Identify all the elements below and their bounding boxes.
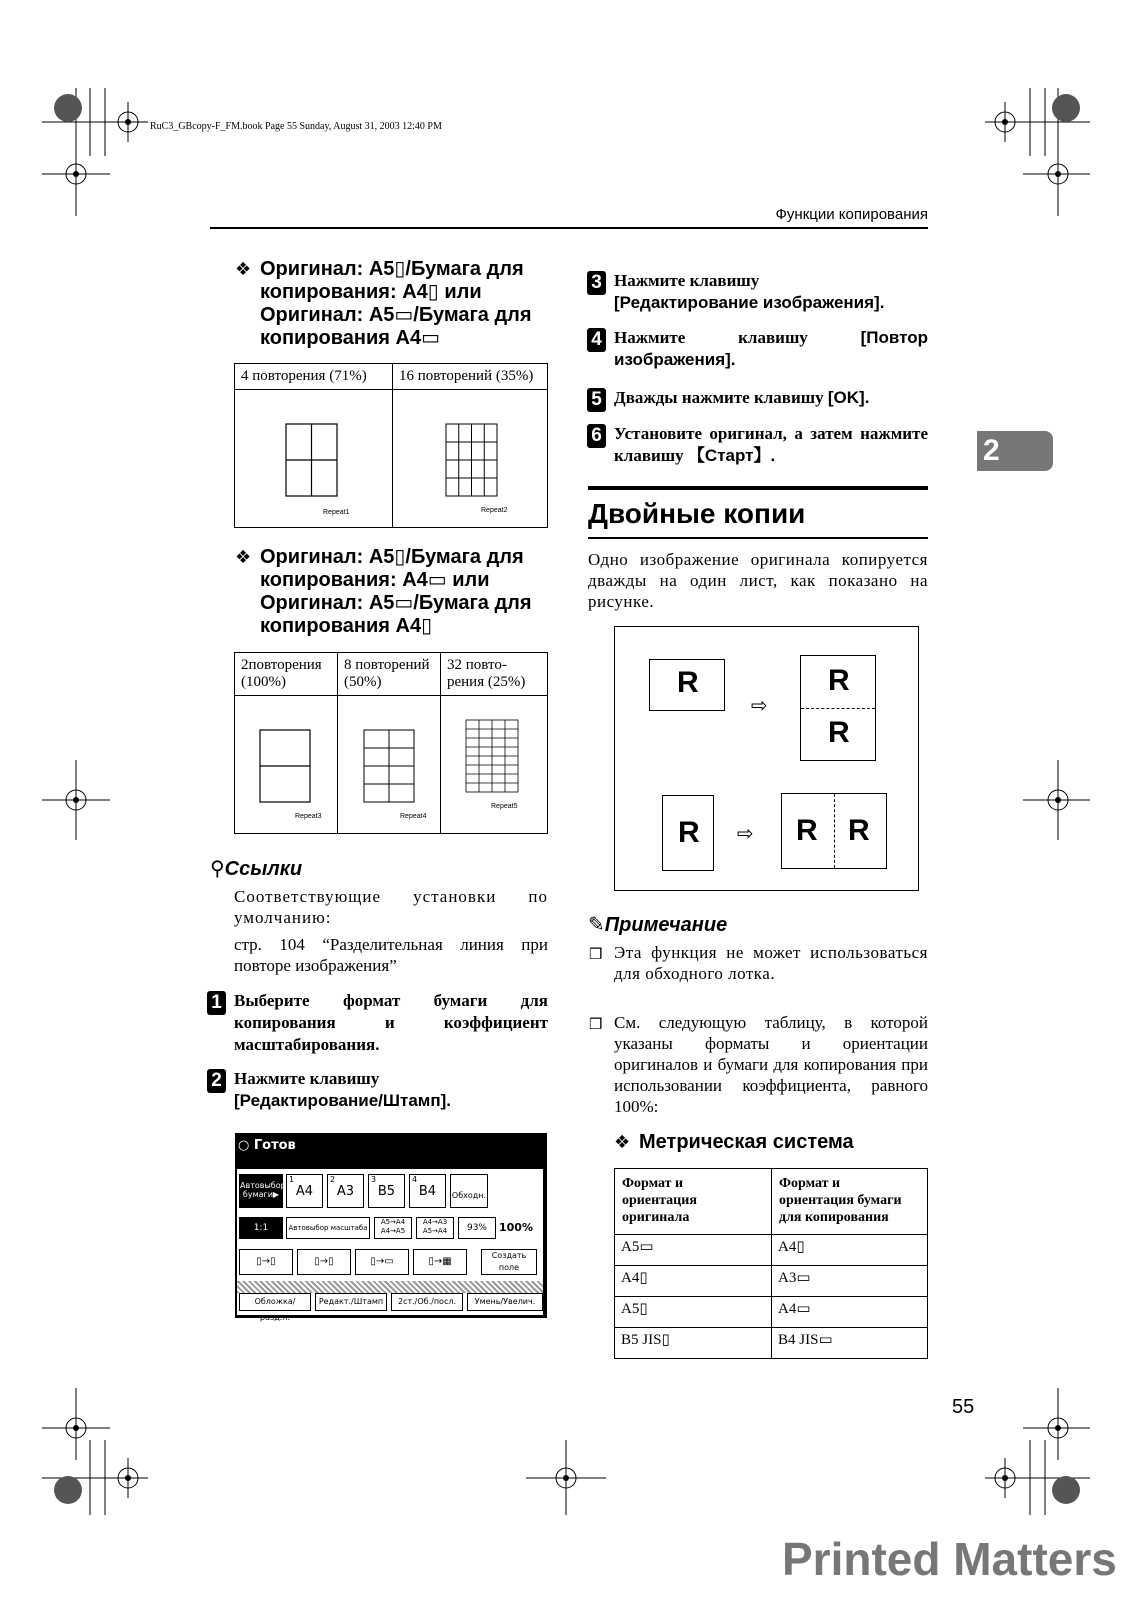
tab-cover-slip[interactable]: Обложка/разд.л. xyxy=(239,1293,311,1311)
step-number-2: 2 xyxy=(207,1069,226,1093)
key-start: 【Старт】. xyxy=(687,446,776,465)
section-text: Одно изображение оригинала копируется дважды на один лист, как показано на рисунке. xyxy=(588,550,928,611)
portrait-icon: ▯ xyxy=(796,1239,805,1255)
table-cell: A4▭ xyxy=(772,1297,928,1328)
portrait-icon: ▯ xyxy=(661,1332,670,1348)
diamond-bullet-icon: ❖ xyxy=(235,259,252,279)
step-6: 6 Установите оригинал, а затем нажмите клавишу 【Старт】. xyxy=(614,423,928,467)
note-title: ✎Примечание xyxy=(588,914,728,936)
step-number-4: 4 xyxy=(587,328,606,352)
note-item-1: ❒ Эта функция не может использоваться для обходного лотка. xyxy=(589,943,928,983)
step-5: 5 Дважды нажмите клавишу [OK]. xyxy=(614,387,928,409)
figure-caption: Repeat1 xyxy=(323,509,350,516)
table-header-cell: Формат и ориентация оригинала xyxy=(615,1169,772,1235)
landscape-icon: ▭ xyxy=(421,327,440,349)
table-cell: A4▯ xyxy=(615,1266,772,1297)
heading-original-a5-1: ❖ Оригинал: A5▯/Бумага для копирования: A4▯ или Оригинал: A5▭/Бумага для копирования A4▭ xyxy=(235,258,532,349)
tab-reduce-enlarge[interactable]: Умень/Увелич. xyxy=(467,1293,543,1311)
auto-paper-button[interactable]: Автовыбор бумаги▶ xyxy=(239,1174,283,1208)
portrait-icon: ▯ xyxy=(639,1301,648,1317)
landscape-icon: ▭ xyxy=(639,1239,654,1255)
figure-caption: Repeat2 xyxy=(481,507,508,514)
table-cell: A4▯ xyxy=(772,1235,928,1266)
table-cell: A5▯ xyxy=(615,1297,772,1328)
tab-edit-stamp[interactable]: Редакт./Штамп xyxy=(315,1293,387,1311)
repeat-mode-2-button[interactable]: ▯→▯ xyxy=(297,1249,351,1275)
full-size-button[interactable]: 1:1 xyxy=(239,1217,283,1239)
landscape-icon: ▭ xyxy=(394,592,414,614)
table-header-cell: Формат и ориентация бумаги для копирования xyxy=(772,1169,928,1235)
status-ring-icon: ○ xyxy=(238,1138,250,1153)
original-portrait: R xyxy=(662,795,714,871)
page-number: 55 xyxy=(952,1396,975,1418)
note-item-2: ❒ См. следующую таблицу, в которой указаны форматы и ориентации оригиналов и бумаги для копирования при использовании коэффициента, равного 100%: xyxy=(589,1013,928,1116)
metric-heading: ❖ Метрическая система xyxy=(614,1131,854,1153)
references-title: ⚲Ссылки xyxy=(210,858,303,880)
step-number-1: 1 xyxy=(207,991,226,1015)
section-rule-bottom xyxy=(588,537,928,539)
repeat-figure-32 xyxy=(441,696,548,834)
step-4: 4 Нажмите клавишу [Повтор изображения]. xyxy=(614,327,928,371)
portrait-icon: ▯ xyxy=(394,546,406,568)
step-1: 1 Выберите формат бумаги для копирования и коэффициент масштабирования. xyxy=(234,990,548,1056)
current-ratio: 100% xyxy=(499,1221,533,1234)
repeat-table-2 xyxy=(234,652,548,834)
panel-status: Готов xyxy=(253,1138,296,1153)
pencil-icon: ✎ xyxy=(588,914,605,936)
magnifier-icon: ⚲ xyxy=(210,858,225,880)
portrait-icon: ▯ xyxy=(427,281,439,303)
section-rule-top xyxy=(588,486,928,490)
references-text-2: стр. 104 “Разделительная линия при повторе изображения” xyxy=(234,935,548,975)
step-2: 2 Нажмите клавишу [Редактирование/Штамп]. xyxy=(234,1068,548,1112)
table-cell: B4 JIS▭ xyxy=(772,1328,928,1359)
table-cell: A5▭ xyxy=(615,1235,772,1266)
table-cell: A3▭ xyxy=(772,1266,928,1297)
landscape-icon: ▭ xyxy=(796,1301,811,1317)
control-panel-screenshot xyxy=(235,1133,547,1322)
auto-reduce-button[interactable]: Автовыбор масштаба xyxy=(286,1217,370,1239)
section-title: Двойные копии xyxy=(588,498,806,529)
portrait-icon: ▯ xyxy=(639,1270,648,1286)
key-ok: [OK]. xyxy=(827,388,870,407)
table-header-cell: 16 повторений (35%) xyxy=(393,364,548,390)
copy-portrait-double: R R xyxy=(800,655,876,761)
figure-caption: Repeat3 xyxy=(295,813,322,820)
arrow-icon: ⇨ xyxy=(751,695,768,717)
watermark: Printed Matters xyxy=(782,1533,1117,1585)
heading-original-a5-2: ❖ Оригинал: A5▯/Бумага для копирования: A4▭ или Оригинал: A5▭/Бумага для копирования A4▯ xyxy=(235,546,532,637)
copy-landscape-double: R R xyxy=(781,793,887,869)
diamond-bullet-icon: ❖ xyxy=(614,1132,631,1152)
diamond-bullet-icon: ❖ xyxy=(235,547,252,567)
original-landscape: R xyxy=(649,659,725,711)
checkbox-bullet-icon: ❒ xyxy=(589,1015,603,1033)
repeat-mode-1-button[interactable]: ▯→▯ xyxy=(239,1249,293,1275)
ratio-preset-2-button[interactable]: A4→A3 A5→A4 xyxy=(416,1217,454,1239)
repeat-figure-16 xyxy=(393,390,548,528)
landscape-icon: ▭ xyxy=(818,1332,833,1348)
key-edit-stamp: [Редактирование/Штамп]. xyxy=(234,1091,451,1110)
tray-4-button[interactable]: 4 B4 xyxy=(409,1174,446,1208)
references-text-1: Соответствующие установки по умолчанию: xyxy=(234,887,548,927)
metric-table xyxy=(614,1168,928,1359)
table-header-cell: 4 повторения (71%) xyxy=(235,364,393,390)
step-3: 3 Нажмите клавишу [Редактирование изображения]. xyxy=(614,270,928,314)
portrait-icon: ▯ xyxy=(421,615,433,637)
step-number-5: 5 xyxy=(587,388,606,412)
repeat-mode-3-button[interactable]: ▯→▭ xyxy=(355,1249,409,1275)
create-margin-button[interactable]: Создать поле xyxy=(481,1249,537,1275)
repeat-figure-8 xyxy=(338,696,441,834)
double-copy-diagram xyxy=(614,626,919,891)
step-number-6: 6 xyxy=(587,424,606,448)
table-header-cell: 32 повто- рения (25%) xyxy=(441,653,548,696)
checkbox-bullet-icon: ❒ xyxy=(589,945,603,963)
print-info: RuC3_GBcopy-F_FM.book Page 55 Sunday, August 31, 2003 12:40 PM xyxy=(150,121,442,132)
chapter-tab[interactable]: 2 xyxy=(977,431,1053,471)
ratio-custom-button[interactable]: 93% xyxy=(458,1217,496,1239)
tray-1-button[interactable]: 1 A4 xyxy=(286,1174,323,1208)
table-cell: B5 JIS▯ xyxy=(615,1328,772,1359)
table-header-cell: 2повторения (100%) xyxy=(235,653,338,696)
repeat-mode-4-button[interactable]: ▯→▦ xyxy=(413,1249,467,1275)
repeat-figure-2 xyxy=(235,696,338,834)
landscape-icon: ▭ xyxy=(796,1270,811,1286)
figure-caption: Repeat4 xyxy=(400,813,427,820)
landscape-icon: ▭ xyxy=(394,304,414,326)
repeat-table-1 xyxy=(234,363,548,528)
table-header-cell: 8 повторений (50%) xyxy=(338,653,441,696)
tab-duplex[interactable]: 2ст./Об./посл. xyxy=(391,1293,463,1311)
repeat-figure-4 xyxy=(235,390,393,528)
ratio-preset-1-button[interactable]: A5→A4 A4→A5 xyxy=(374,1217,412,1239)
tray-2-button[interactable]: 2 A3 xyxy=(327,1174,364,1208)
landscape-icon: ▭ xyxy=(427,569,447,591)
figure-caption: Repeat5 xyxy=(491,803,518,810)
tray-3-button[interactable]: 3 B5 xyxy=(368,1174,405,1208)
header-rule xyxy=(210,227,928,229)
arrow-icon: ⇨ xyxy=(737,823,754,845)
key-image-repeat: [Повтор изображения]. xyxy=(614,328,929,369)
running-head: Функции копирования xyxy=(775,206,928,223)
step-number-3: 3 xyxy=(587,271,606,295)
key-image-edit: [Редактирование изображения]. xyxy=(614,293,885,312)
portrait-icon: ▯ xyxy=(394,258,406,280)
bypass-tray-button[interactable]: Обходн. xyxy=(450,1174,488,1208)
